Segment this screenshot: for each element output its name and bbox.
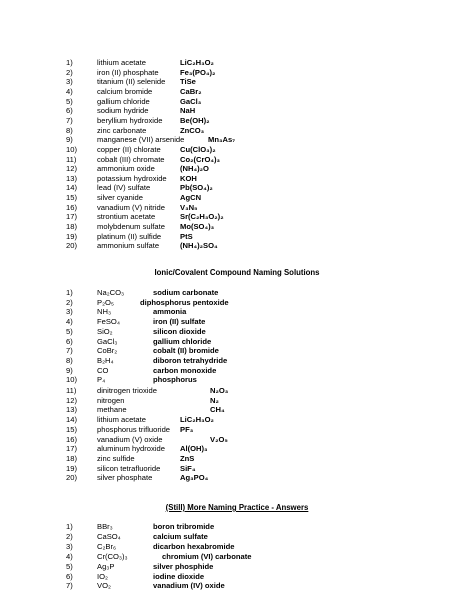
item-number: 7) bbox=[66, 115, 73, 125]
compound-name: boron tribromide bbox=[153, 522, 215, 531]
compound-name: cobalt (II) bromide bbox=[153, 346, 219, 356]
item-number: 9) bbox=[66, 365, 73, 375]
compound-row bbox=[0, 203, 474, 213]
item-number: 14) bbox=[66, 415, 77, 425]
compound-name: phosphorus trifluoride bbox=[97, 424, 171, 434]
compound-name: chromium (VI) carbonate bbox=[162, 551, 252, 561]
item-number: 3) bbox=[66, 77, 73, 87]
compound-name: silicon dioxide bbox=[153, 326, 206, 336]
compound-row bbox=[0, 386, 474, 396]
compound-formula: C₂Br₆ bbox=[97, 541, 117, 551]
compound-row bbox=[0, 552, 474, 562]
compound-row bbox=[0, 193, 474, 203]
item-number: 17) bbox=[66, 444, 77, 454]
item-number: 18) bbox=[66, 453, 77, 463]
compound-name: nitrogen bbox=[97, 395, 125, 405]
compound-formula: SiO₂ bbox=[97, 326, 113, 336]
compound-name: methane bbox=[97, 405, 127, 415]
compound-name: vanadium (V) nitride bbox=[97, 202, 165, 212]
item-number: 12) bbox=[66, 395, 77, 405]
compound-name: platinum (II) sulfide bbox=[97, 231, 162, 241]
item-number: 8) bbox=[66, 125, 73, 135]
compound-row bbox=[0, 405, 474, 415]
compound-row bbox=[0, 68, 474, 78]
compound-name: silver cyanide bbox=[97, 193, 144, 203]
compound-formula: Al(OH)₃ bbox=[180, 444, 208, 454]
item-number: 2) bbox=[66, 531, 73, 541]
compound-row bbox=[0, 425, 474, 435]
compound-row bbox=[0, 164, 474, 174]
compound-formula: ZnS bbox=[180, 453, 195, 463]
compound-row bbox=[0, 97, 474, 107]
compound-formula: P₂O₅ bbox=[97, 297, 114, 307]
compound-row bbox=[0, 145, 474, 155]
compound-row bbox=[0, 473, 474, 483]
item-number: 17) bbox=[66, 212, 77, 222]
compound-name: iron (II) phosphate bbox=[97, 67, 159, 77]
compound-name: potassium hydroxide bbox=[97, 173, 167, 183]
item-number: 3) bbox=[66, 307, 73, 317]
item-number: 19) bbox=[66, 231, 77, 241]
item-number: 20) bbox=[66, 473, 77, 483]
item-number: 15) bbox=[66, 193, 77, 203]
compound-row bbox=[0, 288, 474, 298]
compound-formula: P₄ bbox=[97, 375, 106, 385]
item-number: 10) bbox=[66, 144, 77, 154]
compound-row bbox=[0, 106, 474, 116]
compound-row bbox=[0, 327, 474, 337]
compound-row bbox=[0, 356, 474, 366]
compound-row bbox=[0, 396, 474, 406]
compound-name: phosphorus bbox=[153, 375, 197, 385]
compound-formula: CaSO₄ bbox=[97, 531, 121, 541]
compound-name: ammonium oxide bbox=[97, 164, 155, 174]
compound-formula: Mo(SO₄)₃ bbox=[180, 222, 215, 232]
compound-name: molybdenum sulfate bbox=[97, 222, 165, 232]
item-number: 6) bbox=[66, 571, 73, 581]
compound-formula: PF₃ bbox=[180, 424, 194, 434]
item-number: 19) bbox=[66, 463, 77, 473]
item-number: 5) bbox=[66, 326, 73, 336]
compound-name: sodium hydride bbox=[97, 106, 149, 116]
compound-formula: SiF₄ bbox=[180, 463, 196, 473]
compound-formula: Cr(CO₃)₃ bbox=[97, 551, 128, 561]
compound-row bbox=[0, 346, 474, 356]
item-number: 10) bbox=[66, 375, 77, 385]
item-number: 7) bbox=[66, 346, 73, 356]
compound-name: cobalt (III) chromate bbox=[97, 154, 165, 164]
compound-name: diboron tetrahydride bbox=[153, 355, 228, 365]
compound-name: copper (II) chlorate bbox=[97, 144, 161, 154]
compound-formula: BBr₃ bbox=[97, 522, 113, 531]
compound-name: silver phosphate bbox=[97, 473, 153, 483]
item-number: 6) bbox=[66, 106, 73, 116]
compound-name: vanadium (V) oxide bbox=[97, 434, 163, 444]
item-number: 5) bbox=[66, 561, 73, 571]
compound-row bbox=[0, 366, 474, 376]
item-number: 4) bbox=[66, 317, 73, 327]
section-title-answers: (Still) More Naming Practice - Answers bbox=[165, 503, 309, 512]
compound-row bbox=[0, 241, 474, 251]
compound-row bbox=[0, 581, 474, 591]
compound-formula: CoBr₂ bbox=[97, 346, 118, 356]
item-number: 18) bbox=[66, 222, 77, 232]
compound-name: lead (IV) sulfate bbox=[97, 183, 151, 193]
compound-formula: (NH₄)₂O bbox=[180, 164, 209, 174]
compound-row bbox=[0, 464, 474, 474]
compound-name: gallium chloride bbox=[97, 96, 150, 106]
compound-formula: N₂ bbox=[210, 395, 219, 405]
compound-row bbox=[0, 126, 474, 136]
item-number: 2) bbox=[66, 297, 73, 307]
compound-formula: Pb(SO₄)₂ bbox=[180, 183, 213, 193]
item-number: 11) bbox=[66, 154, 77, 164]
item-number: 2) bbox=[66, 67, 73, 77]
item-number: 3) bbox=[66, 541, 73, 551]
item-number: 13) bbox=[66, 405, 77, 415]
compound-name: strontium acetate bbox=[97, 212, 156, 222]
compound-formula: Mn₃As₇ bbox=[208, 135, 236, 145]
compound-formula: Co₂(CrO₄)₃ bbox=[180, 154, 221, 164]
compound-name: beryllium hydroxide bbox=[97, 115, 163, 125]
compound-row bbox=[0, 542, 474, 552]
compound-name: carbon monoxide bbox=[153, 365, 217, 375]
compound-row bbox=[0, 77, 474, 87]
item-number: 12) bbox=[66, 164, 77, 174]
item-number: 16) bbox=[66, 202, 77, 212]
item-number: 16) bbox=[66, 434, 77, 444]
item-number: 5) bbox=[66, 96, 73, 106]
item-number: 13) bbox=[66, 173, 77, 183]
compound-row bbox=[0, 444, 474, 454]
compound-formula: IO₂ bbox=[97, 571, 108, 581]
compound-formula: CO bbox=[97, 365, 109, 375]
compound-row bbox=[0, 307, 474, 317]
compound-formula: Be(OH)₂ bbox=[180, 115, 210, 125]
compound-formula: VO₂ bbox=[97, 581, 111, 591]
item-number: 1) bbox=[66, 522, 73, 531]
compound-formula: Ag₃PO₄ bbox=[180, 473, 209, 483]
compound-row bbox=[0, 222, 474, 232]
compound-formula: GaCl₃ bbox=[97, 336, 118, 346]
item-number: 4) bbox=[66, 86, 73, 96]
compound-formula: Na₂CO₃ bbox=[97, 288, 125, 297]
compound-name: diphosphorus pentoxide bbox=[140, 297, 229, 307]
compound-row bbox=[0, 183, 474, 193]
compound-name: vanadium (IV) oxide bbox=[153, 581, 225, 591]
compound-name: lithium acetate bbox=[97, 415, 146, 425]
section-title: Ionic/Covalent Compound Naming Solutions bbox=[154, 268, 320, 277]
compound-row bbox=[0, 572, 474, 582]
item-number: 1) bbox=[66, 288, 73, 297]
compound-name: zinc sulfide bbox=[97, 453, 135, 463]
compound-formula: B₂H₄ bbox=[97, 355, 114, 365]
compound-row bbox=[0, 375, 474, 385]
compound-name: aluminum hydroxide bbox=[97, 444, 165, 454]
compound-formula: LiC₂H₃O₂ bbox=[180, 58, 214, 67]
compound-row bbox=[0, 87, 474, 97]
compound-row bbox=[0, 522, 474, 532]
compound-name: iron (II) sulfate bbox=[153, 317, 206, 327]
compound-row bbox=[0, 317, 474, 327]
compound-formula: PtS bbox=[180, 231, 193, 241]
item-number: 6) bbox=[66, 336, 73, 346]
item-number: 9) bbox=[66, 135, 73, 145]
compound-name: dinitrogen trioxide bbox=[97, 386, 157, 395]
compound-formula: KOH bbox=[180, 173, 197, 183]
compound-formula: Cu(ClO₃)₂ bbox=[180, 144, 216, 154]
compound-formula: LiC₂H₃O₂ bbox=[180, 415, 214, 425]
compound-name: ammonia bbox=[153, 307, 187, 317]
compound-name: titanium (II) selenide bbox=[97, 77, 166, 87]
item-number: 4) bbox=[66, 551, 73, 561]
compound-name: sodium carbonate bbox=[153, 288, 219, 297]
compound-formula: FeSO₄ bbox=[97, 317, 120, 327]
item-number: 1) bbox=[66, 58, 73, 67]
compound-formula: NH₃ bbox=[97, 307, 112, 317]
compound-row bbox=[0, 174, 474, 184]
compound-row bbox=[0, 415, 474, 425]
compound-formula: GaCl₃ bbox=[180, 96, 202, 106]
compound-formula: NaH bbox=[180, 106, 196, 116]
item-number: 14) bbox=[66, 183, 77, 193]
compound-formula: N₂O₃ bbox=[210, 386, 229, 395]
compound-row bbox=[0, 155, 474, 165]
compound-name: ammonium sulfate bbox=[97, 241, 160, 251]
compound-row bbox=[0, 135, 474, 145]
item-number: 20) bbox=[66, 241, 77, 251]
compound-name: dicarbon hexabromide bbox=[153, 541, 235, 551]
item-number: 11) bbox=[66, 386, 77, 395]
compound-row bbox=[0, 212, 474, 222]
compound-formula: V₂O₅ bbox=[210, 434, 228, 444]
compound-formula: Fe₃(PO₄)₂ bbox=[180, 67, 216, 77]
item-number: 7) bbox=[66, 581, 73, 591]
compound-formula: ZnCO₃ bbox=[180, 125, 205, 135]
compound-row bbox=[0, 58, 474, 68]
compound-row bbox=[0, 532, 474, 542]
item-number: 15) bbox=[66, 424, 77, 434]
compound-name: zinc carbonate bbox=[97, 125, 147, 135]
compound-name: silicon tetrafluoride bbox=[97, 463, 161, 473]
item-number: 8) bbox=[66, 355, 73, 365]
compound-name: calcium bromide bbox=[97, 86, 153, 96]
compound-row bbox=[0, 337, 474, 347]
compound-formula: (NH₄)₂SO₄ bbox=[180, 241, 218, 251]
compound-name: silver phosphide bbox=[153, 561, 214, 571]
compound-row bbox=[0, 435, 474, 445]
compound-name: gallium chloride bbox=[153, 336, 212, 346]
compound-formula: CH₄ bbox=[210, 405, 225, 415]
compound-formula: Ag₃P bbox=[97, 561, 115, 571]
compound-name: lithium acetate bbox=[97, 58, 146, 67]
compound-name: manganese (VII) arsenide bbox=[97, 135, 185, 145]
compound-formula: TiSe bbox=[180, 77, 196, 87]
compound-formula: AgCN bbox=[180, 193, 202, 203]
compound-row bbox=[0, 562, 474, 572]
compound-formula: Sr(C₂H₃O₂)₂ bbox=[180, 212, 224, 222]
compound-formula: V₃N₅ bbox=[180, 202, 198, 212]
compound-row bbox=[0, 232, 474, 242]
compound-row bbox=[0, 116, 474, 126]
compound-name: calcium sulfate bbox=[153, 531, 208, 541]
compound-row bbox=[0, 454, 474, 464]
compound-row bbox=[0, 298, 474, 308]
compound-formula: CaBr₂ bbox=[180, 86, 202, 96]
compound-name: iodine dioxide bbox=[153, 571, 205, 581]
